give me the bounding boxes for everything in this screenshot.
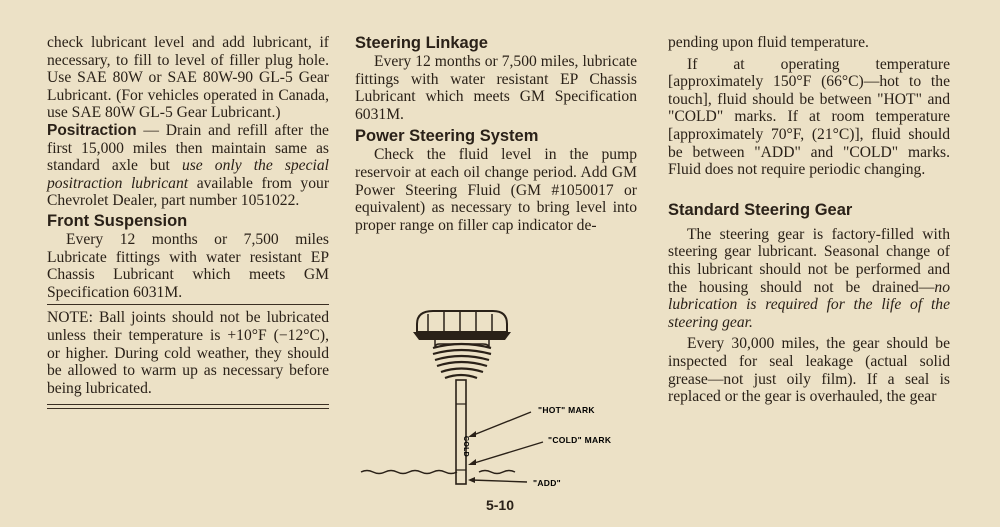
- dipstick-blade: [456, 380, 466, 484]
- page-number: 5-10: [485, 497, 515, 513]
- steering-gear-paragraph: [668, 226, 950, 332]
- hot-leader: [471, 412, 531, 436]
- dipstick-illustration: [355, 304, 637, 489]
- thread-coils: [433, 344, 491, 378]
- note-paragraph: NOTE: Ball joints should not be lubricated unless their temperature is +10°F (−12°C), or higher. During cold weather, they should be allowed to warm up as necessary before being lubricated.: [47, 309, 329, 397]
- power-steering-heading: Power Steering System: [355, 127, 539, 146]
- positraction-text-italic: use only the special positraction lubricant: [47, 157, 329, 192]
- axle-lubricant-paragraph: check lubricant level and add lubricant, if necessary, to fill to level of filler plug hole. Use SAE 80W or SAE 80W-90 GL-5 Gear Lubricant. (For vehicles operated in Canada, use SAE 80W GL-5 Gear Lubricant.): [47, 34, 329, 122]
- inspection-paragraph: Every 30,000 miles, the gear should be inspected for seal leakage (actual solid grease—not just oily film). If a seal is replaced or the gear is overhauled, the gear: [668, 335, 950, 406]
- operating-temperature-paragraph: If at operating temperature [approximately 150°F (66°C)—hot to the touch], fluid should be between "HOT" and "COLD" marks. If at room temperature [approximately 70°F, (21°C)], fluid should be between "ADD" and "COLD" marks. Fluid does not require periodic changing.: [668, 55, 950, 179]
- steering-gear-text-a: The steering gear is factory-filled with steering gear lubricant. Seasonal change of this lubricant should not be performed and the housing should not be drained—: [668, 225, 950, 296]
- hot-mark-label: "HOT" MARK: [538, 405, 595, 415]
- power-steering-text: Check the fluid level in the pump reservoir at each oil change period. Add GM Power Steering Fluid (GM #1050017 or equivalent) as necessary to bring level into proper range on filler cap indicator de-: [355, 146, 637, 234]
- hot-arrowhead: [468, 431, 476, 437]
- cold-mark-label: "COLD" MARK: [548, 435, 612, 445]
- positraction-text-a: — Drain and refill after the first 15,000 miles then maintain same as standard axle but: [47, 121, 329, 175]
- note-top-rule: [47, 304, 329, 305]
- steering-linkage-heading: Steering Linkage: [355, 34, 488, 52]
- front-suspension-text: Every 12 months or 7,500 miles Lubricate fittings with water resistant EP Chassis Lubricant which meets GM Specification 6031M.: [47, 230, 329, 301]
- dipstick-figure: [355, 304, 637, 489]
- positraction-text-b: available from your Chevrolet Dealer, part number 1051022.: [47, 174, 330, 210]
- fluid-level-line: [361, 471, 515, 474]
- column-left: [47, 34, 329, 409]
- positraction-heading: Positraction: [47, 121, 137, 139]
- dipstick-cold-text: COLD: [462, 436, 469, 458]
- add-arrowhead: [468, 477, 475, 483]
- column-right: [668, 34, 950, 406]
- cap-base: [413, 332, 511, 340]
- steering-gear-text-italic: no lubrication is required for the life of the steering gear.: [668, 278, 950, 331]
- front-suspension-heading: Front Suspension: [47, 211, 188, 230]
- cold-leader: [471, 442, 543, 464]
- add-leader: [471, 480, 527, 482]
- standard-steering-gear-heading: Standard Steering Gear: [668, 200, 853, 219]
- filler-cap: [417, 311, 507, 332]
- fluid-temp-continued: pending upon fluid temperature.: [668, 34, 869, 51]
- column-middle: [355, 34, 637, 488]
- add-mark-label: "ADD": [533, 478, 561, 488]
- steering-linkage-text: Every 12 months or 7,500 miles, lubricate fittings with water resistant EP Chassis Lubricant which meets GM Specification 6031M.: [355, 53, 637, 123]
- positraction-paragraph: [47, 122, 329, 210]
- cold-arrowhead: [468, 459, 476, 465]
- note-bottom-rule: [47, 404, 329, 409]
